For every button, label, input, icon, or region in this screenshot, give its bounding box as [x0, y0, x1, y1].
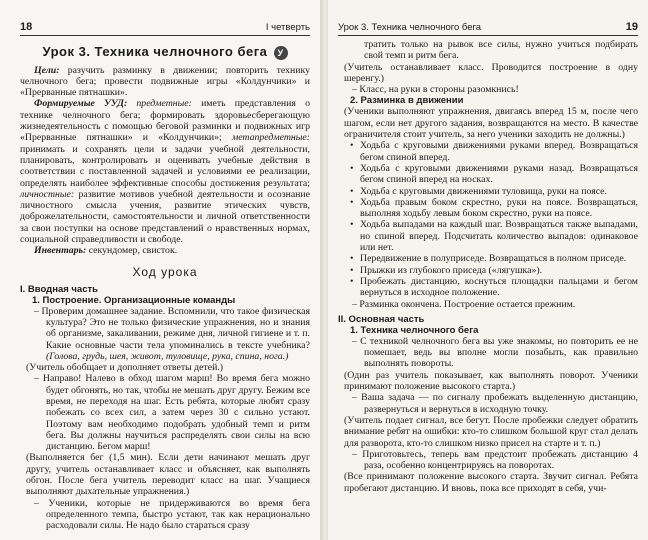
list-item: • Ходьба с круговыми движениями руками назад. Возвращаться бегом спиной вперед на носках. — [348, 163, 638, 186]
goals — [20, 65, 310, 99]
step1-heading: 1. Техника челночного бега — [350, 324, 479, 336]
uud-subject-text: иметь представления о технике челночного бега; формировать здоровьесберегающую жизнедеятельность с помощью беговой разминки и подвижных игр «Прерванные пятнашки» и «Колдунчики»; — [20, 98, 310, 144]
step1-heading: 1. Построение. Организационные команды — [32, 294, 236, 306]
dialog-1: – Класс, на руки в стороны разомкнись! — [352, 84, 519, 96]
dialog-1-answer: (Голова, грудь, шея, живот, туловище, рука, спина, нога.) — [46, 350, 289, 362]
dialog-3: – С техникой челночного бега вы уже знакомы, но повторить ее не помешает, ведь вы вполне могли позабыть, как правильно выполнять повороты. — [352, 335, 638, 370]
page-number: 18 — [20, 21, 33, 33]
dialog-1-text: – Проверим домашнее задание. Вспомнили, что такое физическая культура? Это не только физические упражнения, но и знания об организме, закаливании, режиме дня, личной гигиене и т. п. Какие основные части тела упоминались в тексте учебника? — [34, 305, 310, 351]
inventory-label: Инвентарь: — [34, 245, 87, 257]
list-item: • Ходьба с круговыми движениями туловища, руки на поясе. — [348, 186, 638, 197]
lesson-title-text: Урок 3. Техника челночного бега — [42, 44, 268, 59]
continuation: тратить только на рывок все силы, нужно учиться подбирать свой темп и ритм бега. — [364, 39, 638, 62]
list-item: • Ходьба правым боком скрестно, руки на поясе. Возвращаться, выполняя ходьбу левым боком скрестно, руки на поясе. — [348, 197, 638, 220]
uud-subject-label: предметные: — [136, 98, 192, 110]
remark-1: (Учитель обобщает и дополняет ответы детей.) — [26, 362, 224, 374]
list-item: • Ходьба выпадами на каждый шаг. Возвращаться также выпадами, но спиной вперед. Подсчитать количество выпадов: одинаковое или нет. — [348, 219, 638, 253]
part2-heading: II. Основная часть — [338, 313, 425, 325]
uud-meta-text: принимать и сохранять цели и задачи учебной деятельности, планировать, контролировать и оценивать учебные действия в соответствии с поставленной задачей и условиями ее реализации, определять наиболее эффективные способы достижения результата; — [20, 143, 310, 189]
uud — [20, 98, 310, 245]
right-page — [328, 0, 648, 540]
uud-label: Формируемые УУД: — [34, 98, 128, 110]
part1-heading: I. Вводная часть — [20, 283, 98, 295]
remark-2: (Ученики выполняют упражнения, двигаясь вперед 15 м, после чего шагом, если нет другого задания, возвращаются на место. В качестве ограничителя стоит учитель, за него ученики заходить не должны.) — [344, 106, 638, 141]
left-page-header — [20, 14, 310, 36]
remark-1: (Учитель останавливает класс. Проводится построение в одну шеренгу.) — [344, 61, 638, 84]
dialog-2: – Разминка окончена. Построение остается прежним. — [352, 298, 576, 310]
goals-label: Цели: — [34, 64, 60, 76]
remark-2: (Выполняется бег (1,5 мин). Если дети начинают мешать друг другу, учитель останавливает класс и объясняет, как выполнять обгон. После бега учитель переводит класс на шаг. Учащиеся выполняют дыхательные упражнения.) — [26, 452, 310, 498]
uud-personal-label: личностные: — [20, 188, 75, 200]
inventory — [20, 245, 310, 256]
dialog-3: – Ученики, которые не придерживаются во время бега определенного темпа, быстро устают, так как нерационально расходовали силы. Не надо было стараться сразу — [34, 497, 310, 532]
running-header: I четверть — [265, 22, 310, 33]
book-gutter — [320, 0, 328, 540]
page-number: 19 — [625, 21, 638, 33]
dialog-5: – Приготовьтесь, теперь вам предстоит пробежать дистанцию 4 раза, особенно концентрируясь на поворотах. — [352, 448, 638, 472]
course-heading: Ход урока — [132, 264, 198, 279]
remark-5: (Все принимают положение высокого старта. Звучит сигнал. Ребята пробегают дистанцию. И вновь, пока все приходят в себя, учи- — [344, 471, 638, 494]
uud-meta-label: метапредметные: — [231, 132, 311, 144]
list-item: • Пробежать дистанцию, коснуться площадки пальцами и бегом вернуться в исходное положение. — [348, 276, 638, 299]
lesson-title — [20, 44, 310, 60]
warmup-list — [338, 140, 638, 298]
list-item: • Передвижение в полуприседе. Возвращаться в полном приседе. — [348, 253, 638, 264]
list-item: • Прыжки из глубокого приседа («лягушка»). — [348, 265, 638, 276]
list-item: • Ходьба с круговыми движениями руками вперед. Возвращаться бегом спиной вперед. — [348, 140, 638, 163]
right-page-header — [338, 14, 638, 36]
left-page — [0, 0, 320, 540]
inventory-text: секундомер, свисток. — [88, 245, 178, 257]
remark-4: (Учитель подает сигнал, все бегут. После пробежки следует обратить внимание ребят на ошибки: кто-то слишком большой круг стал делать для разворота, кто-то слишком низко присел на старте и т. п.) — [344, 414, 638, 449]
step2-heading: 2. Разминка в движении — [350, 95, 464, 107]
running-header: Урок 3. Техника челночного бега — [338, 22, 482, 33]
uud-personal-text: развитие мотивов учебной деятельности и осознание личностного смысла учения, развитие этических чувств, доброжелательности, самостоятельности и личной ответственности за свои поступки на основе представлений о нравственных нормах, социальной справедливости и свободе. — [20, 188, 310, 246]
goals-text: разучить разминку в движении; повторить технику челночного бега; провести подвижные игры «Колдунчики» и «Прерванные пятнашки». — [20, 64, 310, 99]
remark-3: (Один раз учитель показывает, как выполнять поворот. Ученики принимают положение высокого старта.) — [344, 369, 638, 393]
dialog-1 — [20, 306, 310, 362]
dialog-4: – Ваша задача — по сигналу пробежать выделенную дистанцию, развернуться и вернуться в исходную точку. — [352, 392, 638, 415]
lesson-badge-icon: У — [274, 46, 288, 60]
dialog-2: – Направо! Налево в обход шагом марш! Во время бега можно будет обгонять, но так, чтобы не мешать друг другу. Бежим все время, не переходя на шаг. Есть ребята, которые любят сразу побежать со всех сил, а затем через 30 с сильно устают. Поэтому вам необходимо подобрать удобный темп и ритм бега. Вы должны научиться распределять свои силы на всю дистанцию. Бегом марш! — [34, 373, 310, 453]
